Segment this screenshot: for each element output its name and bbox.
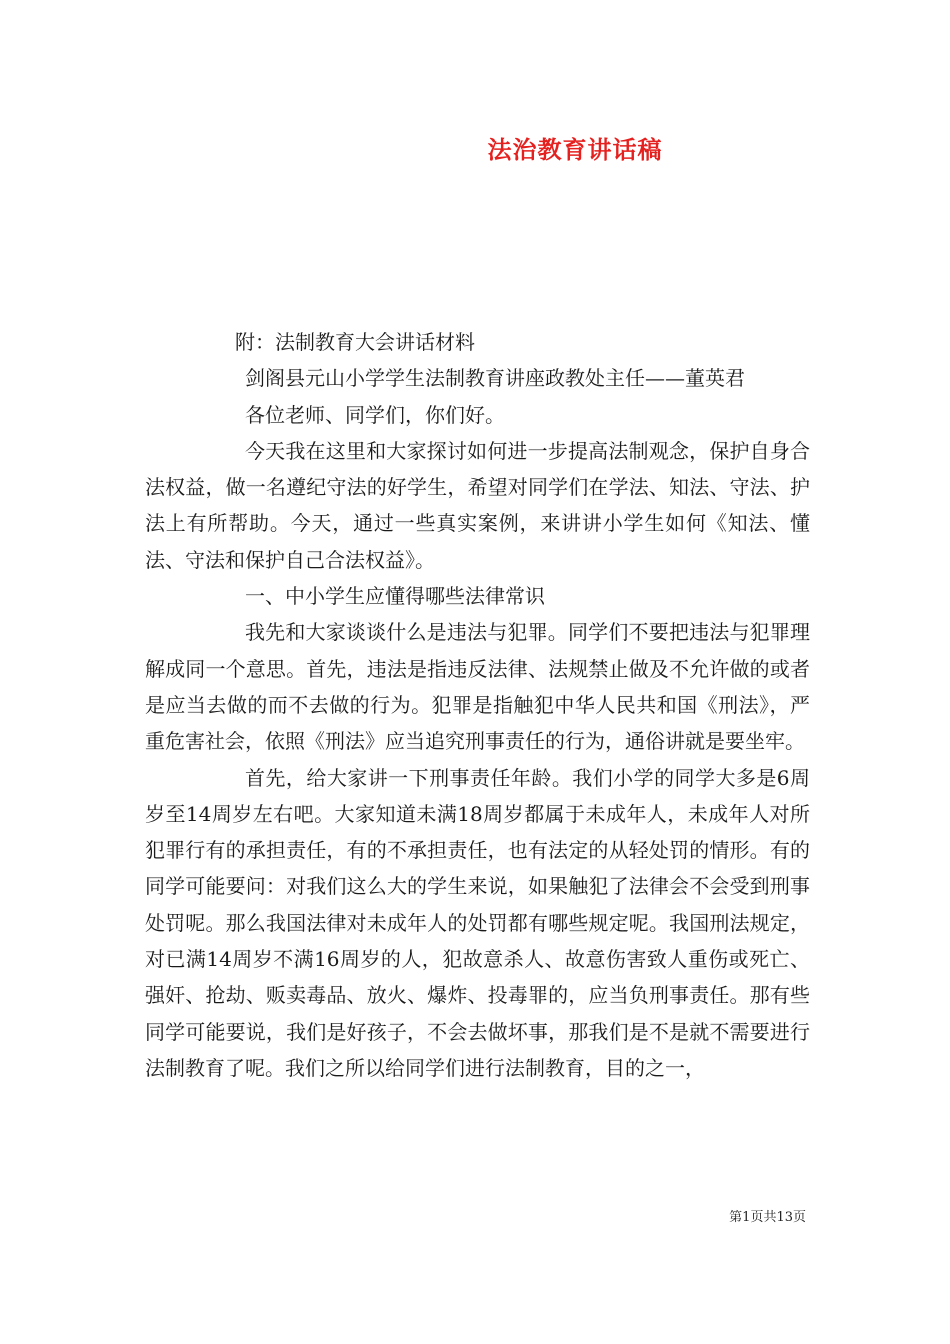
document-title: 法治教育讲话稿 <box>487 135 663 164</box>
paragraph-intro: 今天我在这里和大家探讨如何进一步提高法制观念，保护自身合法权益，做一名遵纪守法的好学生，希望对同学们在学法、知法、守法、护法上有所帮助。今天，通过一些真实案例，来讲讲小学生如何《知法、懂法、守法和保护自己合法权益》。 <box>145 438 810 572</box>
greeting-line: 各位老师、同学们，你们好。 <box>245 402 505 427</box>
paragraph-criminal-age: 首先，给大家讲一下刑事责任年龄。我们小学的同学大多是6周岁至14周岁左右吧。大家知道未满18周岁都属于未成年人，未成年人对所犯罪行有的承担责任，有的不承担责任，也有法定的从轻处罚的情形。有的同学可能要问：对我们这么大的学生来说，如果触犯了法律会不会受到刑事处罚呢。那么我国法律对未成年人的处罚都有哪些规定呢。我国刑法规定，对已满14周岁不满16周岁的人，犯故意杀人、故意伤害致人重伤或死亡、强奸、抢劫、贩卖毒品、放火、爆炸、投毒罪的，应当负刑事责任。那有些同学可能要说，我们是好孩子，不会去做坏事，那我们是不是就不需要进行法制教育了呢。我们之所以给同学们进行法制教育，目的之一， <box>145 765 810 1080</box>
paragraph-violation-crime: 我先和大家谈谈什么是违法与犯罪。同学们不要把违法与犯罪理解成同一个意思。首先，违法是指违反法律、法规禁止做及不允许做的或者是应当去做的而不去做的行为。犯罪是指触犯中华人民共和国《刑法》，严重危害社会，依照《刑法》应当追究刑事责任的行为，通俗讲就是要坐牢。 <box>145 620 810 754</box>
page-number: 第1页共13页 <box>729 1210 806 1225</box>
appendix-heading: 附：法制教育大会讲话材料 <box>235 330 475 354</box>
document-body <box>145 324 810 1086</box>
speaker-line: 剑阁县元山小学学生法制教育讲座政教处主任——董英君 <box>245 366 745 391</box>
section-heading-1: 一、中小学生应懂得哪些法律常识 <box>245 584 545 609</box>
